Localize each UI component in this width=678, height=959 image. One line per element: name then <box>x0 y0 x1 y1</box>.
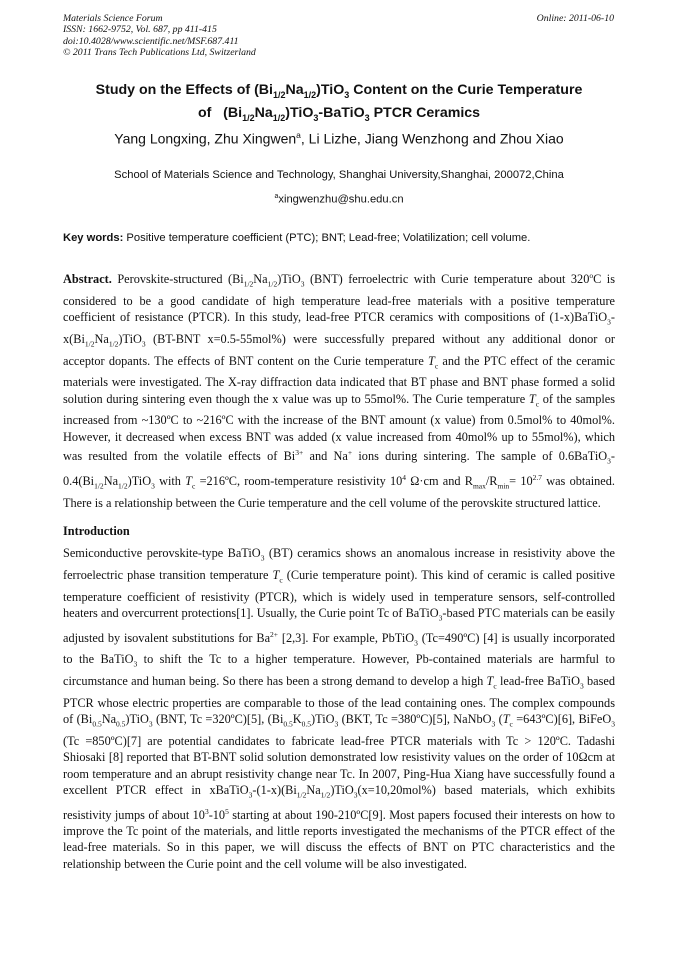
abstract-text: Ω·cm and R <box>406 473 473 488</box>
title-sub: 1/2 <box>272 112 286 123</box>
abstract-text: )TiO <box>127 473 152 488</box>
title-sub: 3 <box>313 112 319 123</box>
abstract-sub: 1/2 <box>84 339 95 349</box>
abstract-text: - 0.4(Bi <box>63 449 615 488</box>
email-sup: a <box>274 193 279 200</box>
intro-sub: 3 <box>414 638 418 648</box>
intro-text: -based PTC materials can be easily adjusted by isovalent substitutions for Ba <box>63 605 615 645</box>
abstract-text: )TiO <box>118 331 142 346</box>
title-text: Study on the Effects of (Bi <box>95 82 273 98</box>
intro-sup: 3 <box>204 806 209 816</box>
abstract-text: and the PTC effect of the ceramic materials were investigated. The X-ray diffraction data indicated that BT phase and BNT phase formed a solid solution during sintering even though the x value was up to 55mol%. The Curie temperature <box>63 353 615 406</box>
abstract-sup: 3+ <box>295 448 304 458</box>
intro-text: K <box>292 712 302 727</box>
abstract-sub: 3 <box>607 317 611 327</box>
abstract-text: with <box>154 473 186 488</box>
intro-sub: c <box>493 681 497 691</box>
author-email <box>0 193 678 206</box>
intro-sub: 3 <box>334 719 339 729</box>
journal-copyright: © 2011 Trans Tech Publications Ltd, Switzerland <box>63 46 256 58</box>
keywords <box>63 232 615 244</box>
intro-sub: 1/2 <box>320 790 331 800</box>
intro-italic: T <box>502 712 510 727</box>
abstract-text: was obtained. There is a relationship between the Curie temperature and the cell volume of the perovskite structured lattice. <box>63 473 615 510</box>
title-sub: 1/2 <box>303 89 317 100</box>
paper-title <box>44 81 634 127</box>
intro-text: (Curie temperature point). This kind of ceramic is called positive temperature coefficient of resistivity (PTCR), which is widely used in temperature sensors, self-controlled heaters and overcurrent protections[1]. Usually, the Curie point Tc of BaTiO <box>63 567 615 620</box>
abstract-sup: 4 <box>402 472 407 482</box>
abstract-sup: o <box>589 271 594 280</box>
intro-text: (BNT, Tc =320ºC)[5], (Bi <box>152 712 284 727</box>
title-text: PTCR Ceramics <box>369 104 481 121</box>
abstract-text: and Na <box>303 449 348 464</box>
intro-sub: 3 <box>148 719 153 729</box>
intro-text: Na <box>101 712 117 727</box>
abstract-text: /R <box>485 473 498 488</box>
journal-issn: ISSN: 1662-9752, Vol. 687, pp 411-415 <box>63 24 217 36</box>
abstract-sub: c <box>535 399 540 409</box>
abstract-text: )TiO <box>277 272 301 287</box>
intro-italic: T <box>486 674 494 689</box>
abstract-text: Na <box>103 473 119 488</box>
intro-sub: 0.5 <box>301 719 312 729</box>
abstract-sub: 1/2 <box>267 279 278 289</box>
title-line-2 <box>44 104 634 127</box>
abstract-sup: + <box>347 448 353 458</box>
author-list <box>0 130 678 147</box>
intro-sub: c <box>509 719 513 729</box>
intro-text: =643ºC)[6], BiFeO <box>512 712 612 727</box>
intro-text: (Tc =850ºC)[7] are potential candidates to fabricate lead-free PTCR materials with Tc > 120ºC. Tadashi Shiosaki [8] reported that BT-BNT solid solution demonstrated low resistivity values on the order of 10Ωcm at room temperature and an abrupt resistivity change near Tc. In 2007, Ping-Hua Xiang have successfully found a excellent PTCR effect in xBaTiO <box>63 733 615 797</box>
abstract-text: (BNT) ferroelectric with Curie temperature about 320 <box>304 272 590 287</box>
intro-text: based PTCR whose electric properties are comparable to those of the lead containing ones. The complex compounds of (Bi <box>63 674 615 727</box>
intro-sup: 5 <box>225 806 229 816</box>
title-sub: 3 <box>344 89 350 100</box>
title-text: Na <box>285 82 304 98</box>
abstract-sub: 3 <box>300 279 305 289</box>
intro-sub: 3 <box>611 719 616 729</box>
abstract-sub: 1/2 <box>108 339 119 349</box>
abstract-text: of the samples increased from ~130ºC to ~216ºC with the increase of the BNT amount (x value) from 0.5mol% to 40mol%. However, it decreased when excess BNT was added (x value increased from 40mol% up to 55mol%), which was resulted from the volatile effects of Bi <box>63 391 615 464</box>
intro-text: (x=10,20mol%) based materials, which exhibits resistivity jumps of about 10 <box>63 782 615 822</box>
email-address[interactable]: xingwenzhu@shu.edu.cn <box>278 193 404 206</box>
intro-sub: 3 <box>133 659 138 669</box>
intro-text: )TiO <box>125 712 149 727</box>
intro-sub: 0.5 <box>116 719 126 729</box>
intro-text: to shift the Tc to a higher temperature. However, Pb-contained materials are harmful to circumstance and human being. So there has been a strong demand to develop a high <box>63 652 615 689</box>
intro-text: [2,3]. For example, PbTiO <box>278 630 415 645</box>
abstract-sub: max <box>472 481 486 491</box>
abstract-sub: 3 <box>151 481 155 491</box>
intro-sup: 2+ <box>270 629 279 639</box>
abstract-italic: T <box>528 391 536 406</box>
intro-text: )TiO <box>311 712 335 727</box>
intro-text: starting at about 190-210ºC[9]. Most papers focused their interests on how to improve the Tc point of the materials, and little reports investigated the mechanisms of the PTCR effect of the lead-free materials. So in this paper, we will discuss the effects of BNT on PTC characteristics and the relationship between the Curie point and the cell volume will be also investigated. <box>63 807 615 871</box>
title-sub: 3 <box>364 112 370 123</box>
intro-sub: 3 <box>438 613 443 623</box>
title-sub: 1/2 <box>272 89 286 100</box>
intro-text: (BKT, Tc =380ºC)[5], NaNbO <box>338 712 492 727</box>
intro-text: Semiconductive perovskite-type BaTiO <box>63 546 261 560</box>
title-text: -BaTiO <box>318 104 365 121</box>
title-text: )TiO <box>316 82 345 98</box>
abstract-sub: c <box>434 361 439 371</box>
abstract-sub: 1/2 <box>243 279 254 289</box>
title-line-1 <box>44 81 634 104</box>
abstract-text: ions during sintering. The sample of 0.6BaTiO <box>352 449 608 464</box>
intro-text: ( <box>495 712 503 727</box>
online-date: Online: 2011-06-10 <box>536 13 614 24</box>
abstract-italic: T <box>185 473 193 488</box>
intro-sub: 3 <box>491 719 496 729</box>
title-text: Content on the Curie Temperature <box>349 82 583 98</box>
abstract-text: = 10 <box>509 473 533 488</box>
intro-text: -10 <box>208 807 226 822</box>
intro-sub: 0.5 <box>92 719 102 729</box>
journal-doi: doi:10.4028/www.scientific.net/MSF.687.411 <box>63 35 239 47</box>
introduction-body <box>63 545 615 872</box>
abstract-sub: 1/2 <box>94 481 104 491</box>
author-sup: a <box>296 130 301 140</box>
journal-name: Materials Science Forum <box>63 13 163 24</box>
title-text: Na <box>254 104 273 121</box>
intro-sub: 3 <box>579 681 584 691</box>
abstract <box>63 268 615 511</box>
intro-text: Na <box>306 782 321 797</box>
intro-sub: c <box>279 575 283 585</box>
abstract-label: Abstract. <box>63 272 112 287</box>
intro-italic: T <box>272 567 280 582</box>
abstract-sub: 3 <box>141 339 146 349</box>
abstract-sub: c <box>192 481 196 491</box>
abstract-sup: 2.7 <box>532 472 542 482</box>
intro-sub: 3 <box>260 553 265 563</box>
keywords-text: Positive temperature coefficient (PTC); BNT; Lead-free; Volatilization; cell volume. <box>123 232 531 244</box>
abstract-text: =216ºC, room-temperature resistivity 10 <box>195 473 403 488</box>
abstract-sub: 1/2 <box>118 481 128 491</box>
abstract-text: -x(Bi <box>63 310 615 346</box>
intro-sub: 3 <box>248 790 253 800</box>
title-text: of (Bi <box>197 104 243 121</box>
abstract-sub: 3 <box>607 456 611 466</box>
introduction-heading: Introduction <box>63 524 130 538</box>
journal-header <box>63 13 256 58</box>
abstract-sub: min <box>497 481 510 491</box>
abstract-text: Na <box>94 331 109 346</box>
abstract-text: Na <box>253 272 268 287</box>
intro-text: )TiO <box>330 782 354 797</box>
abstract-text: Perovskite-structured (Bi <box>111 272 244 287</box>
intro-text: (Tc=490ºC) [4] is usually incorporated to the BaTiO <box>63 630 615 667</box>
author-text: Yang Longxing, Zhu Xingwen <box>114 130 297 147</box>
abstract-text: C is considered to be a good candidate of high temperature lead-free materials with a positive temperature coefficient of resistance (PTCR). In this study, lead-free PTCR ceramics with compositions of (1-x)BaTiO <box>63 272 615 325</box>
keywords-label: Key words: <box>63 232 124 244</box>
abstract-text: (BT-BNT x=0.5-55mol%) were successfully prepared without any additional donor or acceptor dopants. The effects of BNT content on the Curie temperature <box>63 331 615 368</box>
intro-sub: 3 <box>353 790 358 800</box>
intro-sub: 1/2 <box>296 790 307 800</box>
title-text: )TiO <box>285 104 314 121</box>
affiliation: School of Materials Science and Technology, Shanghai University,Shanghai, 200072,China <box>114 169 564 181</box>
intro-sub: 0.5 <box>283 719 293 729</box>
title-sub: 1/2 <box>242 112 255 123</box>
intro-text: -(1-x)(Bi <box>252 782 297 797</box>
intro-text: (BT) ceramics shows an anomalous increase in resistivity above the ferroelectric phase transition temperature <box>63 546 616 582</box>
author-text: , Li Lizhe, Jiang Wenzhong and Zhou Xiao <box>300 130 564 147</box>
intro-text: lead-free BaTiO <box>496 674 580 689</box>
abstract-italic: T <box>428 353 435 368</box>
